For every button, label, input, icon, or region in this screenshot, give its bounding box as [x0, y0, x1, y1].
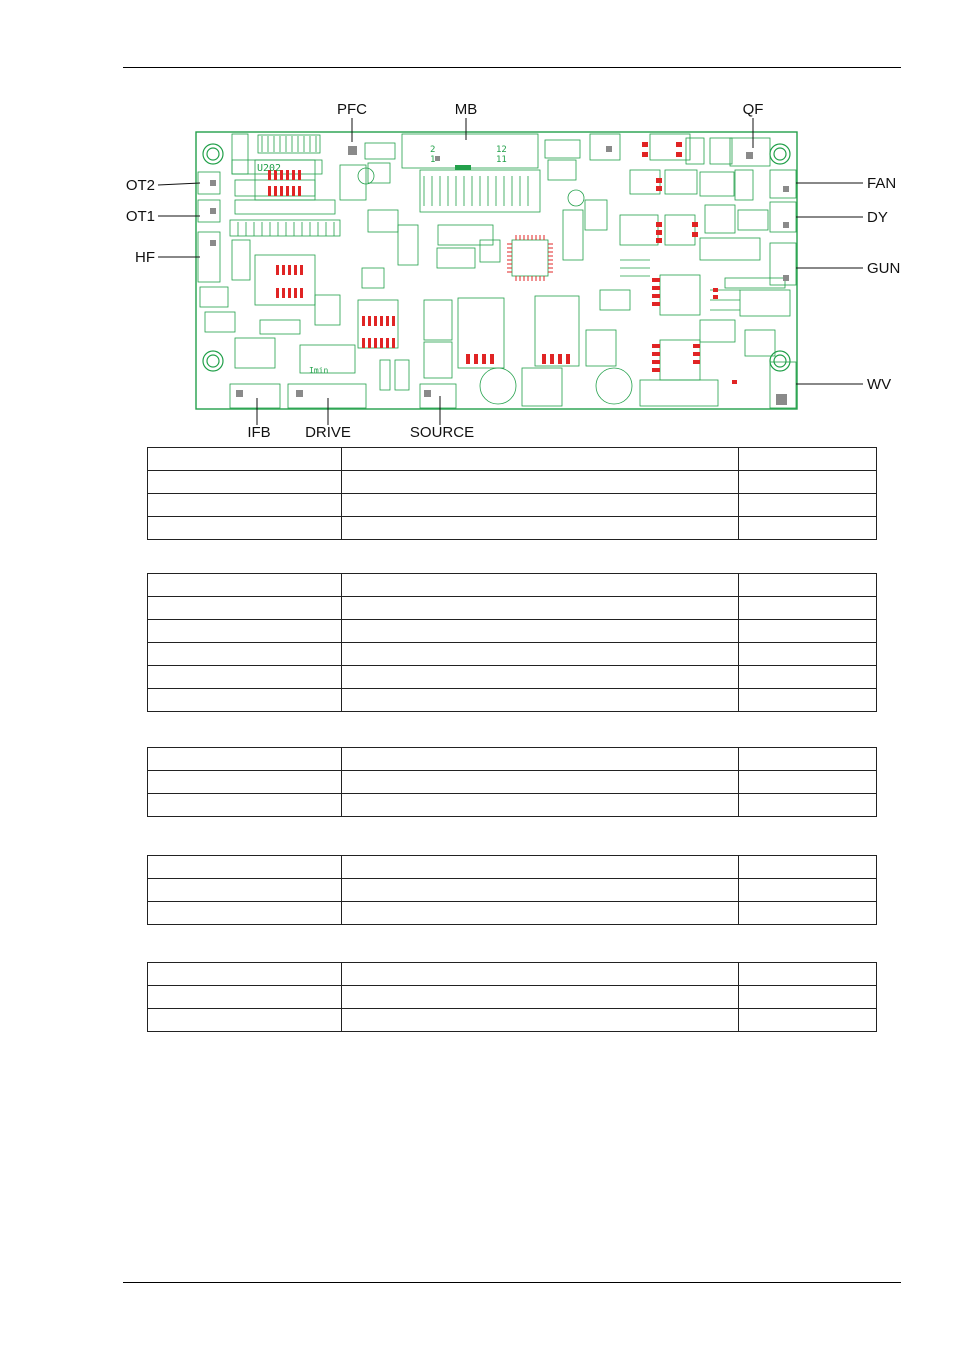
spec-table-3 [147, 747, 877, 817]
silk-mb-pin-1: 1 [430, 155, 436, 165]
table-row [148, 1009, 877, 1032]
label-ot1: OT1 [125, 208, 155, 225]
table-row [148, 517, 877, 540]
silk-mb-pin-2: 2 [430, 145, 436, 155]
table-row [148, 666, 877, 689]
spec-table-1 [147, 447, 877, 540]
silk-mb-pin-12: 12 [496, 145, 507, 155]
spec-table-5 [147, 962, 877, 1032]
table-row [148, 494, 877, 517]
silk-u202: U202 [257, 163, 282, 174]
label-qf: QF [742, 101, 764, 118]
label-pfc: PFC [337, 101, 367, 118]
table-row [148, 986, 877, 1009]
silk-imin: Imin [309, 366, 329, 375]
table-row [148, 620, 877, 643]
table-row [148, 643, 877, 666]
spec-table-2 [147, 573, 877, 712]
table-row [148, 902, 877, 925]
spec-table-4 [147, 855, 877, 925]
table-row [148, 856, 877, 879]
table-row [148, 689, 877, 712]
table-row [148, 574, 877, 597]
table-row [148, 963, 877, 986]
label-ot2: OT2 [125, 177, 155, 194]
table-row [148, 794, 877, 817]
label-gun: GUN [867, 260, 901, 277]
label-fan: FAN [867, 175, 897, 192]
table-row [148, 748, 877, 771]
mb-key-marker [455, 165, 471, 170]
label-source: SOURCE [409, 424, 475, 441]
label-dy: DY [867, 209, 888, 226]
label-hf: HF [135, 249, 155, 266]
silk-mb-pin-11: 11 [496, 155, 507, 165]
label-wv: WV [867, 376, 892, 393]
table-row [148, 471, 877, 494]
table-row [148, 448, 877, 471]
table-row [148, 771, 877, 794]
table-row [148, 597, 877, 620]
pcb-layout-diagram [0, 0, 954, 450]
table-row [148, 879, 877, 902]
label-drive: DRIVE [305, 424, 351, 441]
label-ifb: IFB [247, 424, 271, 441]
label-mb: MB [454, 101, 478, 118]
footer-rule [123, 1282, 901, 1283]
